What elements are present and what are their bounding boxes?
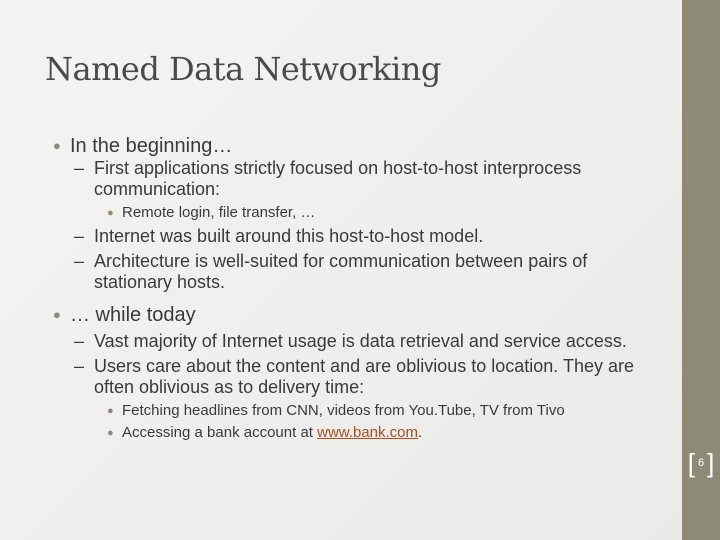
bullet-text: … while today [70, 304, 196, 326]
bullet-level1 [50, 303, 660, 327]
bullet-text-prefix: Accessing a bank account at [122, 424, 318, 441]
bullet-level3 [50, 402, 660, 420]
bullet-text: Users care about the content and are oblivious to location. They are often oblivious as to delivery time: [94, 356, 634, 397]
bullet-level2 [50, 226, 660, 247]
right-bracket-icon: ] [707, 448, 715, 478]
bullet-text: In the beginning… [70, 135, 233, 157]
bullet-icon: ● [107, 405, 114, 417]
bullet-text: Architecture is well-suited for communication between pairs of stationary hosts. [94, 251, 588, 292]
left-bracket-icon: [ [687, 448, 695, 478]
dash-icon: – [74, 356, 85, 376]
bullet-text: Fetching headlines from CNN, videos from You.Tube, TV from Tivo [122, 402, 565, 419]
bullet-text: Internet was built around this host-to-host model. [94, 226, 484, 246]
bullet-icon: ● [107, 427, 114, 439]
dash-icon: – [74, 251, 85, 271]
bullet-text: Remote login, file transfer, … [122, 204, 316, 221]
bullet-text: First applications strictly focused on host-to-host interprocess communication: [94, 158, 582, 199]
page-number-badge [685, 447, 717, 479]
bank-link[interactable]: www.bank.com [317, 424, 418, 441]
dash-icon: – [74, 158, 85, 178]
bullet-level2 [50, 356, 660, 398]
bullet-icon: ● [107, 207, 114, 219]
bullet-level3 [50, 424, 660, 442]
slide-content [50, 126, 660, 442]
bullet-text-suffix: . [418, 424, 423, 441]
bullet-icon: ● [53, 307, 61, 322]
bullet-level2 [50, 158, 660, 200]
bullet-level1 [50, 134, 660, 158]
page-number: 6 [697, 457, 705, 469]
slide-title: Named Data Networking [45, 50, 441, 88]
dash-icon: – [74, 331, 85, 351]
dash-icon: – [74, 226, 85, 246]
bullet-level3 [50, 204, 660, 222]
bullet-icon: ● [53, 138, 61, 153]
bullet-text: Vast majority of Internet usage is data retrieval and service access. [94, 331, 627, 351]
bullet-level2 [50, 251, 660, 293]
bullet-level2 [50, 331, 660, 352]
